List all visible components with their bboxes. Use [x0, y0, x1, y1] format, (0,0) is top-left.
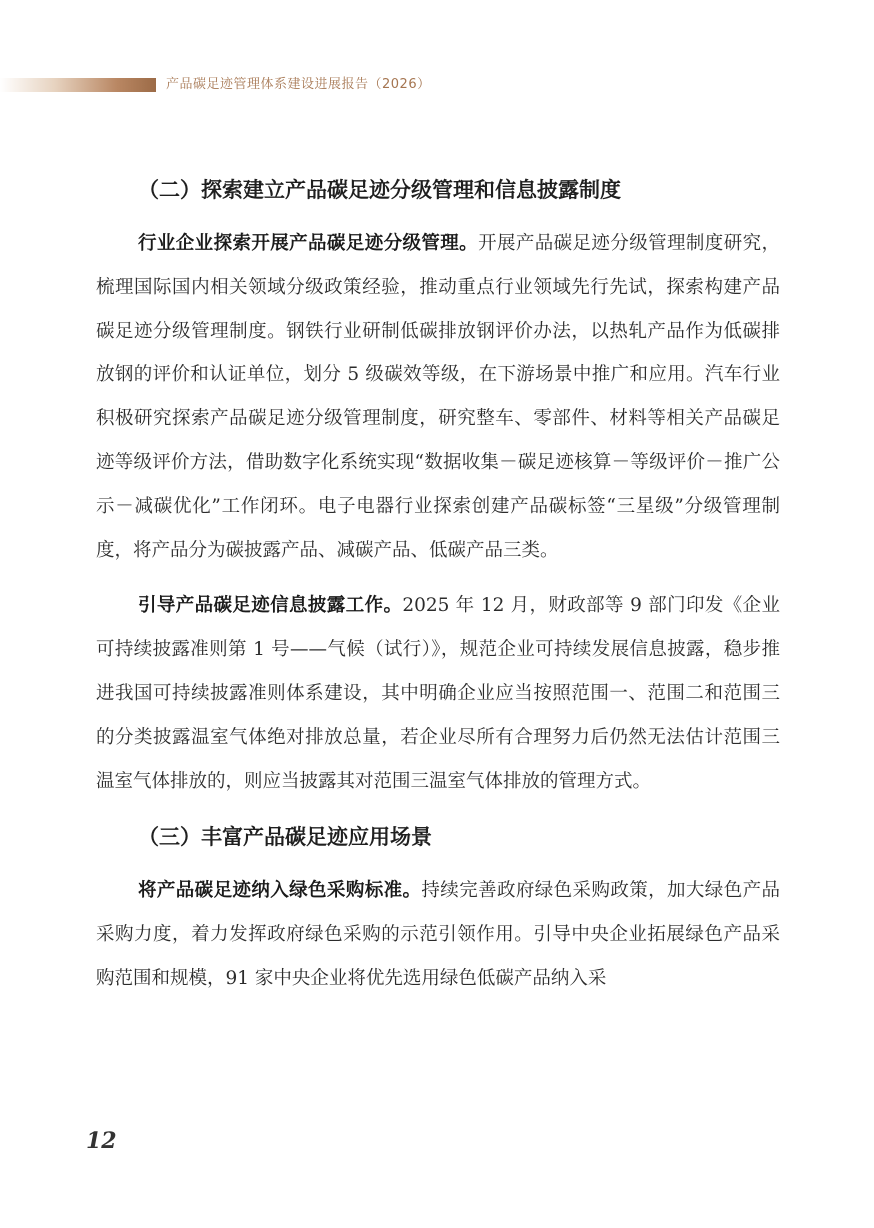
page-content — [96, 170, 780, 1001]
paragraph-body: 2025 年 12 月，财政部等 9 部门印发《企业可持续披露准则第 1 号——气候（试行）》，规范企业可持续发展信息披露，稳步推进我国可持续披露准则体系建设，其中明确企业应当按照范围一、范围二和范围三的分类披露温室气体绝对排放总量，若企业尽所有合理努力后仍然无法估计范围三温室气体排放的，则应当披露其对范围三温室气体排放的管理方式。 — [96, 595, 780, 792]
paragraph-lead: 行业企业探索开展产品碳足迹分级管理。 — [138, 233, 479, 254]
section-heading-3: （三）丰富产品碳足迹应用场景 — [138, 824, 432, 850]
paragraph-disclosure — [96, 584, 780, 803]
paragraph-lead: 引导产品碳足迹信息披露工作。 — [138, 595, 403, 617]
paragraph-body: 持续完善政府绿色采购政策，加大绿色产品采购力度，着力发挥政府绿色采购的示范引领作用。引导中央企业拓展绿色产品采购范围和规模，91 家中央企业将优先选用绿色低碳产品纳入采 — [96, 880, 780, 989]
section-heading-2: （二）探索建立产品碳足迹分级管理和信息披露制度 — [138, 177, 621, 202]
header-decorative-bar — [0, 78, 156, 92]
paragraph-green-procurement — [96, 869, 780, 1000]
paragraph-body: 开展产品碳足迹分级管理制度研究，梳理国际国内相关领域分级政策经验，推动重点行业领域先行先试，探索构建产品碳足迹分级管理制度。钢铁行业研制低碳排放钢评价办法，以热轧产品作为低碳排放钢的评价和认证单位，划分 5 级碳效等级，在下游场景中推广和应用。汽车行业积极研究探索产品碳足迹分级管理制度，研究整车、零部件、材料等相关产品碳足迹等级评价方法，借助数字化系统实现“数据收集－碳足迹核算－等级评价－推广公示－减碳优化”工作闭环。电子电器行业探索创建产品碳标签“三星级”分级管理制度，将产品分为碳披露产品、减碳产品、低碳产品三类。 — [96, 233, 780, 561]
paragraph-lead: 将产品碳足迹纳入绿色采购标准。 — [138, 880, 422, 902]
running-header-title: 产品碳足迹管理体系建设进展报告（2026） — [166, 77, 431, 92]
page-number: 12 — [86, 1128, 117, 1154]
paragraph-tiered-management — [96, 222, 780, 572]
